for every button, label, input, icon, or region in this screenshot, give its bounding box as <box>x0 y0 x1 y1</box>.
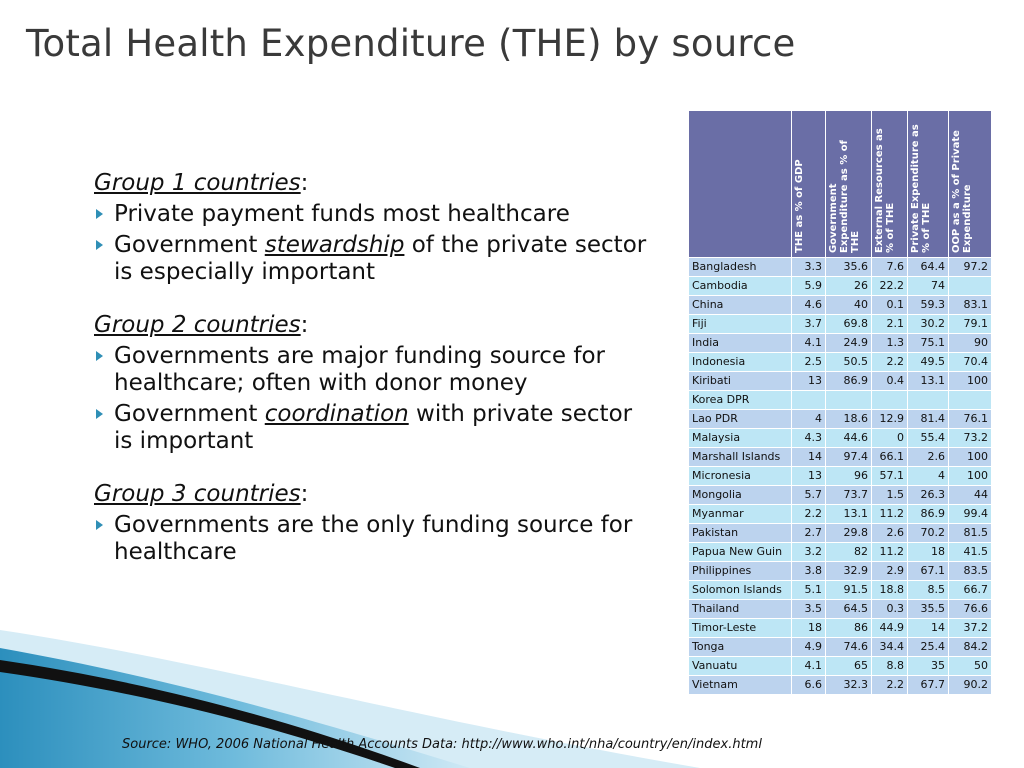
value-cell: 99.4 <box>949 505 992 524</box>
value-cell: 0 <box>872 429 908 448</box>
table-row <box>689 353 992 372</box>
table-row <box>689 277 992 296</box>
value-cell: 40 <box>826 296 872 315</box>
value-cell: 29.8 <box>826 524 872 543</box>
bullet-item <box>94 512 654 566</box>
bullet-text: of the private sector is especially important <box>114 232 647 285</box>
column-header-label: THE as % of GDP <box>794 159 805 253</box>
value-cell: 66.1 <box>872 448 908 467</box>
value-cell: 81.5 <box>949 524 992 543</box>
value-cell <box>872 391 908 410</box>
bullet-text: Government <box>114 232 265 258</box>
value-cell: 74 <box>908 277 949 296</box>
value-cell: 14 <box>792 448 826 467</box>
country-column-header <box>689 111 792 258</box>
value-cell: 50.5 <box>826 353 872 372</box>
country-cell: China <box>689 296 792 315</box>
country-cell: Indonesia <box>689 353 792 372</box>
country-cell: Vanuatu <box>689 657 792 676</box>
table-row <box>689 315 992 334</box>
value-cell: 5.9 <box>792 277 826 296</box>
value-cell: 74.6 <box>826 638 872 657</box>
group-heading <box>94 170 654 197</box>
value-cell: 13 <box>792 372 826 391</box>
value-cell: 55.4 <box>908 429 949 448</box>
country-cell: Philippines <box>689 562 792 581</box>
group-heading <box>94 481 654 508</box>
value-cell: 1.5 <box>872 486 908 505</box>
table-row <box>689 505 992 524</box>
value-cell: 100 <box>949 448 992 467</box>
heading-colon: : <box>300 312 309 338</box>
value-cell: 6.6 <box>792 676 826 695</box>
value-cell: 26.3 <box>908 486 949 505</box>
country-cell: Vietnam <box>689 676 792 695</box>
value-cell: 5.1 <box>792 581 826 600</box>
bullet-text: Government <box>114 401 265 427</box>
value-cell: 41.5 <box>949 543 992 562</box>
value-cell: 97.2 <box>949 258 992 277</box>
bullet-text: Private payment funds most healthcare <box>114 201 570 227</box>
table-row <box>689 372 992 391</box>
value-cell: 90 <box>949 334 992 353</box>
source-citation: Source: WHO, 2006 National Health Accounts Data: http://www.who.int/nha/country/en/index.html <box>122 737 762 752</box>
value-cell: 3.2 <box>792 543 826 562</box>
value-cell: 1.3 <box>872 334 908 353</box>
value-cell: 49.5 <box>908 353 949 372</box>
bullet-item <box>94 201 654 228</box>
value-cell: 24.9 <box>826 334 872 353</box>
column-header-label: OOP as a % of Private Expenditure <box>951 130 973 253</box>
value-cell: 4 <box>908 467 949 486</box>
value-cell: 3.3 <box>792 258 826 277</box>
country-cell: Tonga <box>689 638 792 657</box>
value-cell: 70.2 <box>908 524 949 543</box>
value-cell: 2.7 <box>792 524 826 543</box>
value-cell: 35 <box>908 657 949 676</box>
value-cell: 3.5 <box>792 600 826 619</box>
value-cell: 96 <box>826 467 872 486</box>
country-cell: Pakistan <box>689 524 792 543</box>
value-cell: 4 <box>792 410 826 429</box>
country-cell: Mongolia <box>689 486 792 505</box>
value-cell: 69.8 <box>826 315 872 334</box>
group-heading-text: Group 1 countries <box>94 170 301 196</box>
group-section <box>94 481 654 566</box>
country-cell: Myanmar <box>689 505 792 524</box>
value-cell: 73.2 <box>949 429 992 448</box>
column-header <box>949 111 992 258</box>
value-cell: 2.6 <box>872 524 908 543</box>
value-cell: 18.8 <box>872 581 908 600</box>
value-cell: 64.5 <box>826 600 872 619</box>
table-row <box>689 562 992 581</box>
value-cell: 35.5 <box>908 600 949 619</box>
country-cell: India <box>689 334 792 353</box>
value-cell: 2.9 <box>872 562 908 581</box>
value-cell: 25.4 <box>908 638 949 657</box>
table-row <box>689 296 992 315</box>
value-cell: 18 <box>792 619 826 638</box>
slide-content <box>94 170 654 592</box>
value-cell: 100 <box>949 467 992 486</box>
country-cell: Korea DPR <box>689 391 792 410</box>
expenditure-table <box>688 110 992 695</box>
value-cell: 0.1 <box>872 296 908 315</box>
bullet-arrow-icon <box>96 351 103 361</box>
value-cell: 5.7 <box>792 486 826 505</box>
group-heading-text: Group 3 countries <box>94 481 301 507</box>
value-cell: 86.9 <box>826 372 872 391</box>
value-cell: 2.2 <box>872 676 908 695</box>
bullet-arrow-icon <box>96 209 103 219</box>
value-cell: 18.6 <box>826 410 872 429</box>
country-cell: Timor-Leste <box>689 619 792 638</box>
table-row <box>689 467 992 486</box>
value-cell: 84.2 <box>949 638 992 657</box>
emphasis-text: stewardship <box>264 232 405 258</box>
value-cell: 0.3 <box>872 600 908 619</box>
bullet-text: Governments are major funding source for healthcare; often with donor money <box>114 343 606 396</box>
column-header <box>908 111 949 258</box>
value-cell: 73.7 <box>826 486 872 505</box>
value-cell: 83.1 <box>949 296 992 315</box>
value-cell: 75.1 <box>908 334 949 353</box>
value-cell: 4.1 <box>792 657 826 676</box>
value-cell: 44 <box>949 486 992 505</box>
value-cell: 50 <box>949 657 992 676</box>
value-cell: 76.6 <box>949 600 992 619</box>
table-header-row <box>689 111 992 258</box>
table-row <box>689 334 992 353</box>
value-cell: 2.1 <box>872 315 908 334</box>
value-cell: 44.6 <box>826 429 872 448</box>
value-cell: 70.4 <box>949 353 992 372</box>
value-cell: 26 <box>826 277 872 296</box>
country-cell: Bangladesh <box>689 258 792 277</box>
value-cell: 67.1 <box>908 562 949 581</box>
value-cell <box>826 391 872 410</box>
value-cell: 4.9 <box>792 638 826 657</box>
column-header <box>792 111 826 258</box>
table-row <box>689 600 992 619</box>
table-row <box>689 448 992 467</box>
bullet-item <box>94 232 654 286</box>
table-row <box>689 410 992 429</box>
group-section <box>94 312 654 455</box>
country-cell: Fiji <box>689 315 792 334</box>
column-header-label: External Resources as % of THE <box>874 128 896 253</box>
country-cell: Solomon Islands <box>689 581 792 600</box>
table-row <box>689 524 992 543</box>
table-row <box>689 258 992 277</box>
value-cell: 57.1 <box>872 467 908 486</box>
value-cell: 22.2 <box>872 277 908 296</box>
value-cell: 8.8 <box>872 657 908 676</box>
value-cell <box>908 391 949 410</box>
value-cell: 2.2 <box>872 353 908 372</box>
bullet-text: with private sector is important <box>114 401 633 454</box>
value-cell: 4.3 <box>792 429 826 448</box>
table-row <box>689 391 992 410</box>
group-heading <box>94 312 654 339</box>
value-cell <box>949 277 992 296</box>
bullet-arrow-icon <box>96 240 103 250</box>
country-cell: Lao PDR <box>689 410 792 429</box>
value-cell: 90.2 <box>949 676 992 695</box>
value-cell: 76.1 <box>949 410 992 429</box>
value-cell: 18 <box>908 543 949 562</box>
value-cell: 13.1 <box>908 372 949 391</box>
value-cell: 3.8 <box>792 562 826 581</box>
country-cell: Papua New Guin <box>689 543 792 562</box>
value-cell: 11.2 <box>872 543 908 562</box>
value-cell: 2.6 <box>908 448 949 467</box>
value-cell: 65 <box>826 657 872 676</box>
value-cell: 83.5 <box>949 562 992 581</box>
bullet-item <box>94 401 654 455</box>
value-cell: 100 <box>949 372 992 391</box>
value-cell: 44.9 <box>872 619 908 638</box>
country-cell: Cambodia <box>689 277 792 296</box>
value-cell: 34.4 <box>872 638 908 657</box>
table-row <box>689 429 992 448</box>
value-cell: 13.1 <box>826 505 872 524</box>
country-cell: Micronesia <box>689 467 792 486</box>
value-cell: 4.1 <box>792 334 826 353</box>
value-cell: 59.3 <box>908 296 949 315</box>
column-header-label: Private Expenditure as % of THE <box>910 124 932 253</box>
value-cell: 7.6 <box>872 258 908 277</box>
column-header <box>826 111 872 258</box>
value-cell: 79.1 <box>949 315 992 334</box>
value-cell: 37.2 <box>949 619 992 638</box>
value-cell: 8.5 <box>908 581 949 600</box>
country-cell: Kiribati <box>689 372 792 391</box>
value-cell: 12.9 <box>872 410 908 429</box>
value-cell: 81.4 <box>908 410 949 429</box>
bullet-text: Governments are the only funding source for healthcare <box>114 512 633 565</box>
value-cell: 82 <box>826 543 872 562</box>
column-header-label: Government Expenditure as % of THE <box>828 140 861 253</box>
value-cell: 32.3 <box>826 676 872 695</box>
value-cell: 35.6 <box>826 258 872 277</box>
value-cell: 66.7 <box>949 581 992 600</box>
table-row <box>689 581 992 600</box>
country-cell: Thailand <box>689 600 792 619</box>
value-cell: 97.4 <box>826 448 872 467</box>
value-cell: 32.9 <box>826 562 872 581</box>
country-cell: Malaysia <box>689 429 792 448</box>
value-cell: 13 <box>792 467 826 486</box>
bullet-arrow-icon <box>96 520 103 530</box>
value-cell: 2.5 <box>792 353 826 372</box>
value-cell: 91.5 <box>826 581 872 600</box>
value-cell: 86.9 <box>908 505 949 524</box>
value-cell <box>949 391 992 410</box>
value-cell: 2.2 <box>792 505 826 524</box>
country-cell: Marshall Islands <box>689 448 792 467</box>
value-cell: 64.4 <box>908 258 949 277</box>
table-row <box>689 486 992 505</box>
value-cell: 14 <box>908 619 949 638</box>
value-cell: 11.2 <box>872 505 908 524</box>
bullet-item <box>94 343 654 397</box>
column-header <box>872 111 908 258</box>
value-cell <box>792 391 826 410</box>
slide-title: Total Health Expenditure (THE) by source <box>26 22 796 65</box>
value-cell: 0.4 <box>872 372 908 391</box>
heading-colon: : <box>300 170 309 196</box>
table-row <box>689 543 992 562</box>
value-cell: 67.7 <box>908 676 949 695</box>
value-cell: 30.2 <box>908 315 949 334</box>
value-cell: 3.7 <box>792 315 826 334</box>
bullet-arrow-icon <box>96 409 103 419</box>
heading-colon: : <box>300 481 309 507</box>
value-cell: 4.6 <box>792 296 826 315</box>
emphasis-text: coordination <box>264 401 409 427</box>
group-section <box>94 170 654 286</box>
group-heading-text: Group 2 countries <box>94 312 301 338</box>
value-cell: 86 <box>826 619 872 638</box>
